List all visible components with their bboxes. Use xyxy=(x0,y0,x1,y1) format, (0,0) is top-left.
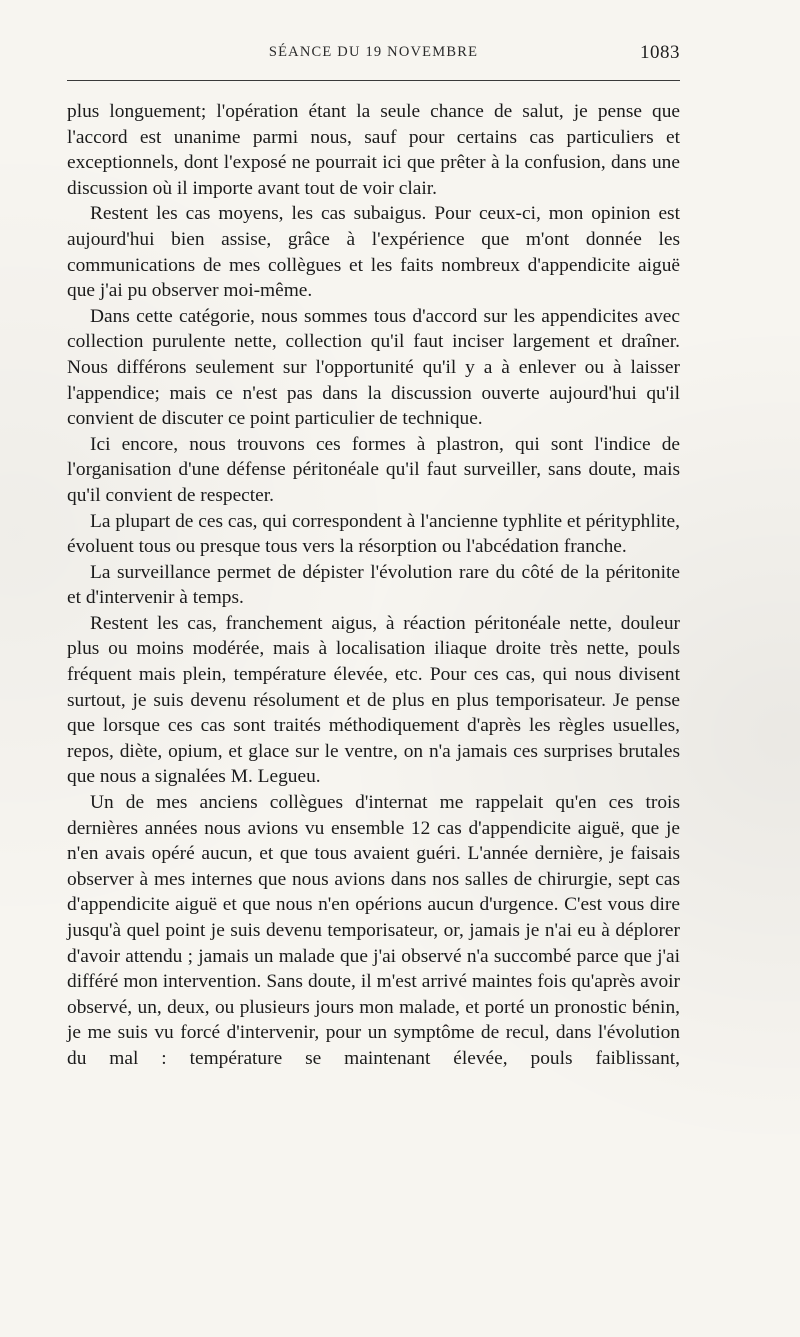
paragraph: plus longuement; l'opération étant la seule chance de salut, je pense que l'accord est unanime parmi nous, sauf pour certains cas particuliers et exceptionnels, dont l'exposé ne pourrait ici que prêter à la confusion, dans une discussion où il importe avant tout de voir clair. xyxy=(67,101,680,199)
paragraph: Restent les cas, franchement aigus, à réaction péritonéale nette, douleur plus ou moins modérée, mais à localisation iliaque droite très nette, pouls fréquent mais plein, température élevée, etc. Pour ces cas, qui nous divisent surtout, je suis devenu résolument et de plus en plus temporisateur. Je pense que lorsque ces cas sont traités méthodiquement d'après les règles usuelles, repos, diète, opium, et glace sur le ventre, on n'a jamais ces surprises brutales que nous a signalées M. Legueu. xyxy=(67,612,680,788)
paragraph: Restent les cas moyens, les cas subaigus. Pour ceux-ci, mon opinion est aujourd'hui bien assise, grâce à l'expérience que m'ont donnée les communications de mes collègues et les faits nombreux d'appendicite aiguë que j'ai pu observer moi-même. xyxy=(67,203,680,302)
paragraph: La surveillance permet de dépister l'évolution rare du côté de la péritonite et d'intervenir à temps. xyxy=(67,561,680,609)
page-number: 1083 xyxy=(640,42,680,63)
page-header xyxy=(67,38,680,78)
paragraph: Un de mes anciens collègues d'internat me rappelait qu'en ces trois dernières années nous avions vu ensemble 12 cas d'appendicite aiguë, que je n'en avais opéré aucun, et que tous avaient guéri. L'année dernière, je faisais observer à mes internes que nous avions dans nos salles de chirurgie, sept cas d'appendicite aiguë et que nous n'en opérions aucun d'urgence. C'est vous dire jusqu'à quel point je suis devenu temporisateur, or, jamais je n'ai eu à déplorer d'avoir attendu ; jamais un malade que j'ai observé n'a succombé parce que j'ai différé mon intervention. Sans doute, il m'est arrivé maintes fois qu'après avoir observé, un, deux, ou plusieurs jours mon malade, et porté un pronostic bénin, je me suis vu forcé d'intervenir, pour un symptôme de recul, dans l'évolution du mal : température se maintenant élevée, pouls faiblissant, xyxy=(67,792,680,1069)
paragraph: La plupart de ces cas, qui correspondent à l'ancienne typhlite et pérityphlite, évoluent tous ou presque tous vers la résorption ou l'abcédation franche. xyxy=(67,510,680,558)
header-rule xyxy=(67,80,680,81)
paragraph: Ici encore, nous trouvons ces formes à plastron, qui sont l'indice de l'organisation d'une défense péritonéale qu'il faut surveiller, sans doute, mais qu'il convient de respecter. xyxy=(67,433,680,506)
running-title: SÉANCE DU 19 NOVEMBRE xyxy=(268,44,479,60)
paragraph: Dans cette catégorie, nous sommes tous d'accord sur les appendicites avec collection purulente nette, collection qu'il faut inciser largement et draîner. Nous différons seulement sur l'opportunité qu'il y a à enlever ou à laisser l'appendice; mais ce n'est pas dans la discussion ouverte aujourd'hui qu'il convient de discuter ce point particulier de technique. xyxy=(67,305,680,430)
body-text xyxy=(67,99,680,1072)
